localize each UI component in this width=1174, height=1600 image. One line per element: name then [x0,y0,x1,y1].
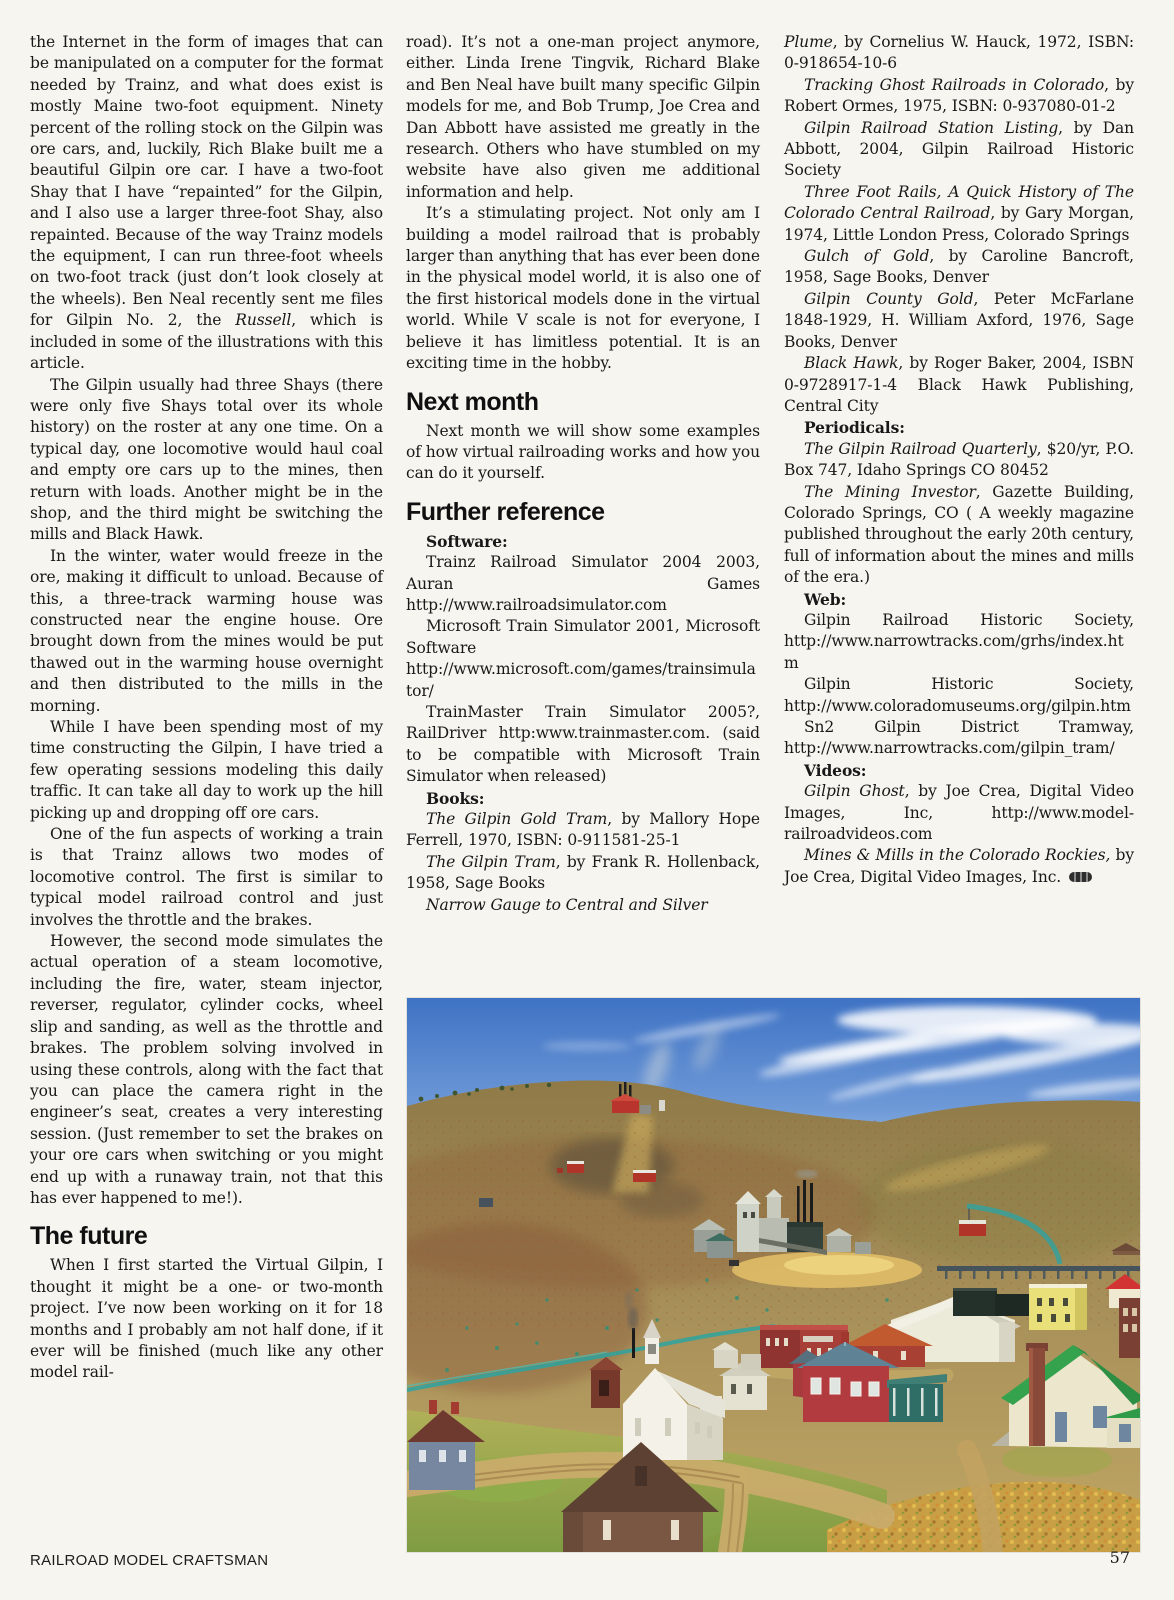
body-paragraph: Sn2 Gilpin District Tramway, http://www.narrowtracks.com/gilpin_tram/ [784,718,1134,758]
body-paragraph: However, the second mode simulates the actual operation of a steam locomotive, including the fire, water, steam injector, reverser, regulator, cylinder cocks, wheel slip and sanding, as well as the throttle and brakes. The problem solving involved in using these controls, along with the fact that you can place the camera right in the engineer’s seat, creates a very interesting session. (Just remember to set the brakes on your ore cars when switching or you might end up with a runaway train, not that this has ever happened to me!). [30,932,383,1207]
end-of-article-icon [1069,872,1092,882]
body-paragraph: The Gilpin Tram, by Frank R. Hollenback, 1958, Sage Books [406,852,760,893]
body-paragraph: TrainMaster Train Simulator 2005?, RailDriver http:www.trainmaster.com. (said to be compatible with Microsoft Train Simulator when released) [406,702,760,786]
section-heading: Further reference [406,497,605,526]
body-paragraph: Plume, by Cornelius W. Hauck, 1972, ISBN: 0-918654-10-6 [784,33,1134,73]
sub-heading: Periodicals: [804,418,905,438]
body-paragraph: Trainz Railroad Simulator 2004 2003, Auran Games http://www.railroadsimulator.com [406,553,760,614]
body-paragraph: Black Hawk, by Roger Baker, 2004, ISBN 0-9728917-1-4 Black Hawk Publishing, Central City [784,354,1134,415]
body-paragraph: The Gilpin usually had three Shays (there were only five Shays total over its whole history) on the roster at any one time. On a typical day, one locomotive would haul coal and empty ore cars up to the mines, then return with loads. Another might be in the shop, and the third might be switching the mills and Black Hawk. [30,375,383,544]
body-paragraph: Next month we will show some examples of how virtual railroading works and how you can do it yourself. [406,421,760,483]
text-column-2 [406,32,760,916]
page-number: 57 [1109,1548,1130,1567]
body-paragraph: Gilpin County Gold, Peter McFarlane 1848-1929, H. William Axford, 1976, Sage Books, Denver [784,289,1135,351]
body-paragraph: road). It’s not a one-man project anymore, either. Linda Irene Tingvik, Richard Blake and Ben Neal have built many specific Gilpin models for me, and Bob Trump, Joe Crea and Dan Abbott have assisted me greatly in the research. Others who have stumbled on my website have also given me additional information and help. [406,33,760,201]
sub-heading: Software: [426,531,508,551]
body-paragraph: Gilpin Historic Society, http://www.coloradomuseums.org/gilpin.htm [784,675,1134,715]
body-paragraph: The Mining Investor, Gazette Building, Colorado Springs, CO ( A weekly magazine published throughout the early 20th century, full of information about the mines and mills of the era.) [784,482,1134,587]
text-column-3 [784,32,1134,888]
body-paragraph: The Gilpin Railroad Quarterly, $20/yr, P.O. Box 747, Idaho Springs CO 80452 [784,439,1134,480]
body-paragraph: Gilpin Railroad Station Listing, by Dan Abbott, 2004, Gilpin Railroad Historic Society [784,118,1135,180]
body-paragraph: When I first started the Virtual Gilpin, I thought it might be a one- or two-month project. I’ve now been working on it for 18 months and I probably am not half done, if it ever will be finished (much like any other model rail- [30,1256,383,1382]
sub-heading: Web: [804,589,847,609]
section-heading: Next month [406,387,539,416]
rendered-town-scene [407,998,1140,1552]
body-paragraph: While I have been spending most of my time constructing the Gilpin, I have tried a few operating sessions modeling this daily traffic. It can take all day to work up the hill picking up and dropping off ore cars. [30,718,383,822]
sub-heading: Videos: [804,760,867,780]
body-paragraph: Microsoft Train Simulator 2001, Microsoft Software http://www.microsoft.com/games/trainsimulator/ [406,617,760,700]
body-paragraph: Gilpin Railroad Historic Society, http://www.narrowtracks.com/grhs/index.htm [784,610,1134,672]
body-paragraph: Tracking Ghost Railroads in Colorado, by Robert Ormes, 1975, ISBN: 0-937080-01-2 [784,75,1134,116]
body-paragraph: Narrow Gauge to Central and Silver [426,895,708,914]
body-paragraph: In the winter, water would freeze in the ore, making it difficult to unload. Because of this, a three-track warming house was constructed near the engine house. Ore brought down from the mines would be put thawed out in the warming house overnight and then distributed to the mills in the morning. [30,546,383,715]
body-paragraph: It’s a stimulating project. Not only am I building a model railroad that is probably larger than anything that has ever been done in the physical model world, it is also one of the first historical models done in the virtual world. While V scale is not for everyone, I believe it has limitless potential. It is an exciting time in the hobby. [406,204,760,373]
body-paragraph: Three Foot Rails, A Quick History of The Colorado Central Railroad, by Gary Morgan, 1974, Little London Press, Colorado Springs [784,182,1134,244]
text-column-1 [30,32,383,1384]
body-paragraph: Mines & Mills in the Colorado Rockies, by Joe Crea, Digital Video Images, Inc. [784,846,1134,886]
magazine-footer-title: RAILROAD MODEL CRAFTSMAN [30,1552,269,1569]
photo-virtual-gilpin-trainz-scene [407,998,1140,1552]
section-heading: The future [30,1222,148,1251]
sub-heading: Books: [426,788,485,808]
body-paragraph: Gilpin Ghost, by Joe Crea, Digital Video Images, Inc, http://www.model-railroadvideos.com [784,782,1135,844]
body-paragraph: The Gilpin Gold Tram, by Mallory Hope Ferrell, 1970, ISBN: 0-911581-25-1 [406,810,760,850]
body-paragraph: the Internet in the form of images that can be manipulated on a computer for the format needed by Trainz, and what does exist is mostly Maine two-foot equipment. Ninety percent of the rolling stock on the Gilpin was ore cars, and, luckily, Rich Blake built me a beautiful Gilpin ore car. I have a two-foot Shay that I have “repainted” for the Gilpin, and I also use a larger three-foot Shay, also repainted. Because of the way Trainz models the equipment, I can run three-foot wheels on two-foot track (just don’t look closely at the wheels). Ben Neal recently sent me files for Gilpin No. 2, the Russell, which is included in some of the illustrations with this article. [30,33,383,373]
body-paragraph: One of the fun aspects of working a train is that Trainz allows two modes of locomotive control. The first is similar to typical model railroad control and just involves the throttle and the brakes. [30,825,383,929]
body-paragraph: Gulch of Gold, by Caroline Bancroft, 1958, Sage Books, Denver [784,247,1135,287]
